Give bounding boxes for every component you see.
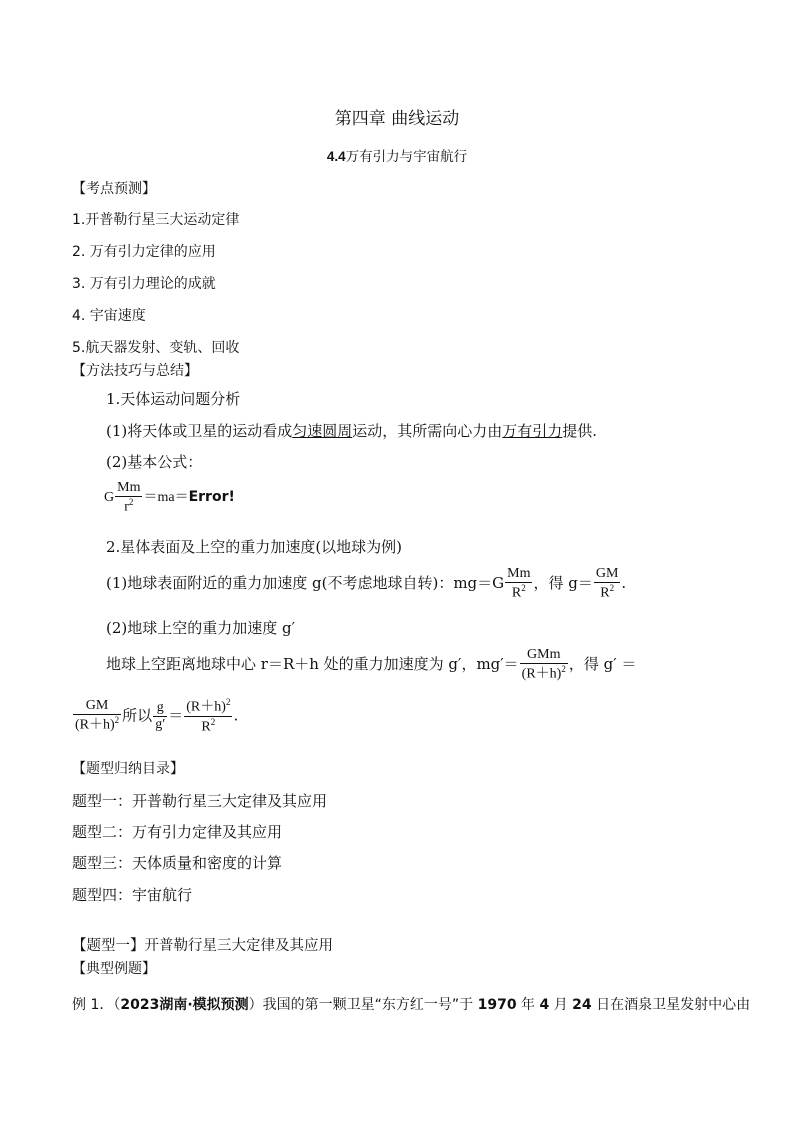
methods-heading: 【方法技巧与总结】 [72, 363, 198, 379]
method-para: (1)将天体或卫星的运动看成匀速圆周运动，其所需向心力由万有引力提供. [106, 422, 598, 440]
type-item: 题型一：开普勒行星三大定律及其应用 [72, 792, 328, 810]
type-item: 题型三：天体质量和密度的计算 [72, 854, 283, 872]
example-source: 2023湖南·模拟预测 [120, 997, 249, 1013]
basic-formula: G $\frac{Mm}{r^2}$ ＝ma＝Error! [104, 480, 235, 515]
examples-heading: 【典型例题】 [72, 961, 156, 977]
method-para: (2)基本公式： [106, 453, 203, 471]
error-text: Error! [188, 489, 235, 506]
altitude-gravity-formula: 地球上空距离地球中心 r＝R＋h 处的重力加速度为 g′，mg′＝ $\frac{\text{GMm}}{(R+h)^2}$ ，得 g′ ＝ [106, 647, 637, 682]
type-item: 题型二：万有引力定律及其应用 [72, 823, 283, 841]
exam-point-item: 5.航天器发射、变轨、回收 [72, 340, 240, 356]
underlined-term: 万有引力 [502, 422, 563, 440]
underlined-term: 匀速圆周 [292, 422, 353, 440]
exam-point-item: 4. 宇宙速度 [72, 308, 146, 324]
surface-gravity-formula: (1)地球表面附近的重力加速度 g(不考虑地球自转)：mg＝G $\frac{Mm}{R^2}$ ，得 g＝ $\frac{GM}{R^2}$ . [106, 566, 627, 601]
type1-heading: 【题型一】开普勒行星三大定律及其应用 [72, 938, 333, 954]
method-para: (2)地球上空的重力加速度 g′ [106, 619, 296, 637]
section-title [0, 145, 794, 165]
method-para: 2.星体表面及上空的重力加速度(以地球为例) [106, 538, 403, 556]
section-name: 万有引力与宇宙航行 [345, 149, 468, 165]
exam-point-item: 3. 万有引力理论的成就 [72, 276, 216, 292]
type-item: 题型四：宇宙航行 [72, 886, 193, 904]
exam-points-heading: 【考点预测】 [72, 181, 156, 197]
gravity-ratio-formula: $\frac{GM}{(R+h)^2}$ 所以 $\frac{g}{g'}$ ＝ $\frac{(R+h)^2}{R^2}$ . [75, 697, 239, 735]
types-heading: 【题型归纳目录】 [72, 761, 184, 777]
section-number: 4.4 [326, 149, 346, 164]
method-para: 1.天体运动问题分析 [106, 390, 241, 408]
exam-point-item: 2. 万有引力定律的应用 [72, 244, 216, 260]
example-1: 例 1．（2023湖南·模拟预测）我国的第一颗卫星“东方红一号”于 1970 年 4 月 24 日在酒泉卫星发射中心由 [72, 997, 751, 1013]
exam-point-item: 1.开普勒行星三大运动定律 [72, 212, 240, 228]
chapter-title: 第四章 曲线运动 [334, 109, 460, 129]
